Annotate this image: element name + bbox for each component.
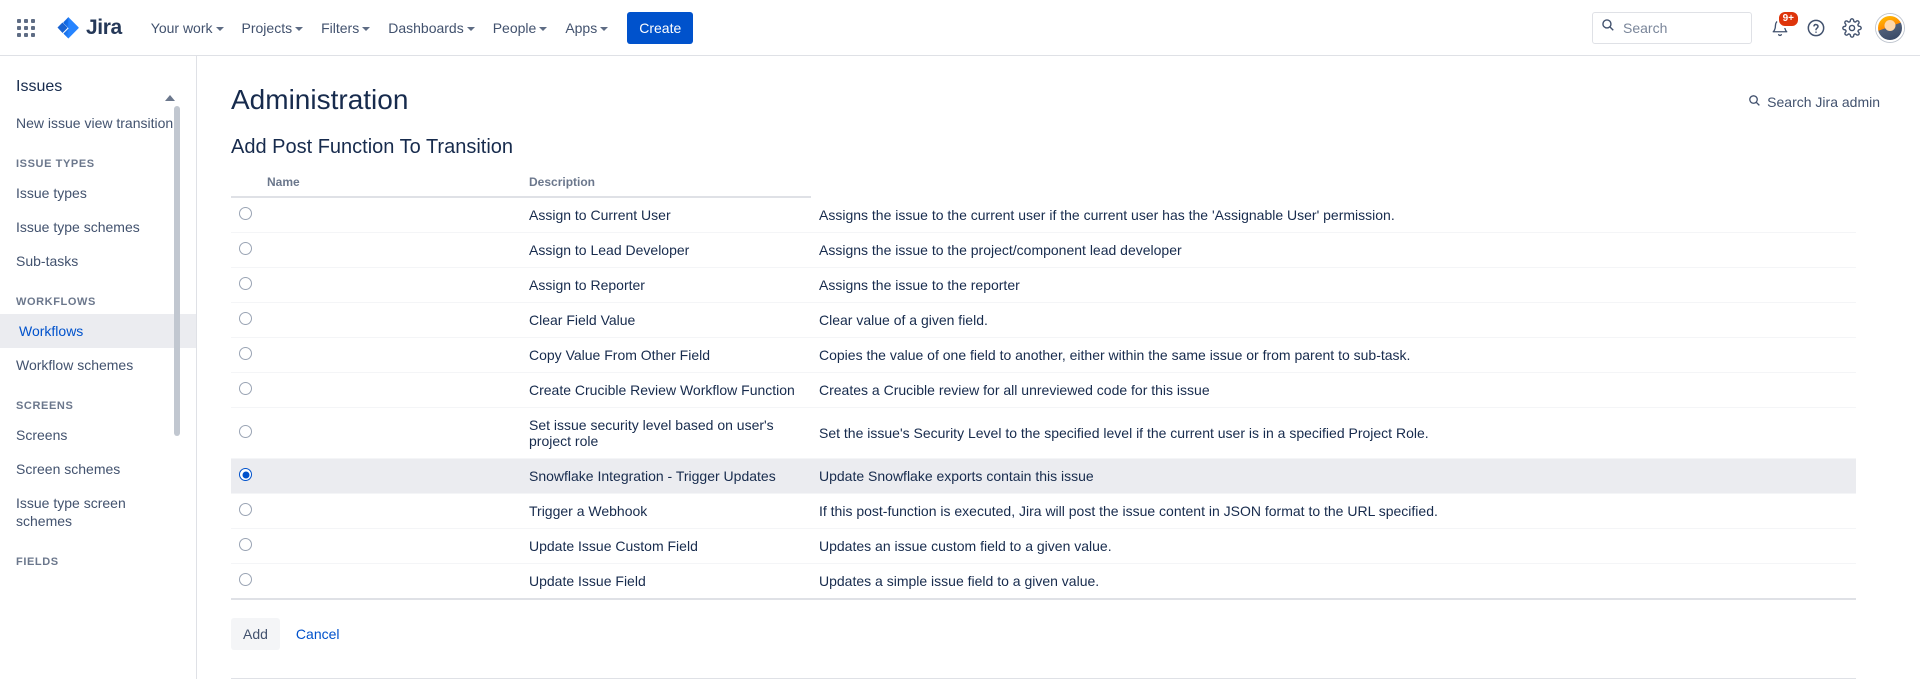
sidebar-heading-issue-types: ISSUE TYPES	[16, 158, 95, 170]
row-name: Snowflake Integration - Trigger Updates	[521, 459, 811, 494]
create-button[interactable]: Create	[627, 12, 693, 44]
row-name: Assign to Reporter	[521, 268, 811, 303]
table-bottom-divider	[231, 598, 1856, 600]
nav-filters-label: Filters	[321, 19, 360, 36]
nav-people[interactable]	[484, 12, 557, 44]
jira-home-link[interactable]	[50, 12, 128, 44]
row-description: Copies the value of one field to another, either within the same issue or from parent to sub-task.	[811, 338, 1856, 373]
nav-projects[interactable]	[233, 12, 313, 44]
page-body	[0, 56, 1920, 679]
column-header-name: Name	[231, 169, 521, 197]
row-description: If this post-function is executed, Jira will post the issue content in JSON format to the URL specified.	[811, 494, 1856, 529]
chevron-down-icon	[295, 27, 303, 31]
notification-badge: 9+	[1777, 10, 1800, 28]
row-radio-cell[interactable]	[231, 564, 521, 599]
row-description: Updates a simple issue field to a given value.	[811, 564, 1856, 599]
admin-sidebar	[0, 56, 197, 679]
sidebar-heading-workflows: WORKFLOWS	[16, 296, 96, 308]
sidebar-item-issue-type-schemes[interactable]: Issue type schemes	[16, 219, 140, 235]
sidebar-heading-fields: FIELDS	[16, 556, 59, 568]
nav-people-label: People	[492, 19, 537, 36]
row-description: Assigns the issue to the project/component lead developer	[811, 233, 1856, 268]
radio-button[interactable]	[239, 207, 252, 220]
sidebar-scrollbar-thumb[interactable]	[174, 106, 180, 436]
row-radio-cell[interactable]	[231, 338, 521, 373]
table-row[interactable]	[231, 197, 1856, 233]
table-row[interactable]	[231, 338, 1856, 373]
table-row[interactable]	[231, 494, 1856, 529]
table-row[interactable]	[231, 564, 1856, 599]
sidebar-scroll-area	[0, 106, 196, 667]
radio-button[interactable]	[239, 382, 252, 395]
row-radio-cell[interactable]	[231, 408, 521, 459]
nav-apps[interactable]	[556, 12, 617, 44]
search-icon	[1601, 18, 1615, 37]
row-description: Updates an issue custom field to a given value.	[811, 529, 1856, 564]
admin-header	[231, 84, 1880, 130]
nav-projects-label: Projects	[241, 19, 293, 36]
chevron-down-icon	[362, 27, 370, 31]
main-content	[197, 56, 1920, 679]
row-radio-cell[interactable]	[231, 233, 521, 268]
search-jira-admin-label: Search Jira admin	[1767, 94, 1880, 110]
nav-dashboards[interactable]	[379, 12, 484, 44]
radio-button[interactable]	[239, 312, 252, 325]
sidebar-heading-screens: SCREENS	[16, 400, 74, 412]
row-radio-cell[interactable]	[231, 303, 521, 338]
radio-button[interactable]	[239, 468, 252, 481]
row-name: Assign to Lead Developer	[521, 233, 811, 268]
radio-button[interactable]	[239, 573, 252, 586]
search-input[interactable]	[1621, 19, 1743, 37]
notifications-button[interactable]	[1764, 12, 1796, 44]
row-description: Clear value of a given field.	[811, 303, 1856, 338]
table-body	[231, 197, 1856, 599]
sidebar-item-workflow-schemes[interactable]: Workflow schemes	[16, 357, 134, 373]
row-name: Clear Field Value	[521, 303, 811, 338]
form-actions	[231, 618, 1880, 650]
search-icon	[1748, 94, 1761, 110]
row-description: Set the issue's Security Level to the specified level if the current user is in a specified Project Role.	[811, 408, 1856, 459]
radio-button[interactable]	[239, 503, 252, 516]
table-row[interactable]	[231, 529, 1856, 564]
radio-button[interactable]	[239, 538, 252, 551]
sidebar-item-screens[interactable]: Screens	[16, 427, 68, 443]
brand-name: Jira	[86, 16, 122, 39]
chevron-down-icon	[216, 27, 224, 31]
section-title: Add Post Function To Transition	[231, 136, 514, 158]
avatar[interactable]	[1876, 14, 1904, 42]
table-row[interactable]	[231, 373, 1856, 408]
chevron-down-icon	[539, 27, 547, 31]
post-function-table	[231, 169, 1856, 599]
row-radio-cell[interactable]	[231, 197, 521, 233]
table-row[interactable]	[231, 233, 1856, 268]
sidebar-item-sub-tasks[interactable]: Sub-tasks	[16, 253, 79, 269]
top-nav-right-cluster	[1592, 12, 1904, 44]
table-row[interactable]	[231, 459, 1856, 494]
cancel-button[interactable]: Cancel	[286, 618, 350, 650]
row-description: Update Snowflake exports contain this issue	[811, 459, 1856, 494]
row-name: Create Crucible Review Workflow Function	[521, 373, 811, 408]
nav-apps-label: Apps	[565, 19, 598, 36]
sidebar-item-issue-types[interactable]: Issue types	[16, 185, 87, 201]
nav-filters[interactable]	[312, 12, 379, 44]
row-name: Update Issue Custom Field	[521, 529, 811, 564]
sidebar-item-workflows[interactable]: Workflows	[0, 314, 196, 348]
row-radio-cell[interactable]	[231, 529, 521, 564]
chevron-down-icon	[467, 27, 475, 31]
app-switcher-button[interactable]	[10, 12, 42, 44]
add-button[interactable]: Add	[231, 618, 280, 650]
sidebar-item-issue-type-screen-schemes[interactable]: Issue type screen schemes	[16, 495, 126, 529]
chevron-down-icon	[600, 27, 608, 31]
settings-button[interactable]	[1836, 12, 1868, 44]
radio-button[interactable]	[239, 347, 252, 360]
nav-your-work-label: Your work	[150, 19, 213, 36]
page-title: Administration	[231, 84, 409, 115]
help-button[interactable]	[1800, 12, 1832, 44]
row-description: Creates a Crucible review for all unreviewed code for this issue	[811, 373, 1856, 408]
table-row[interactable]	[231, 303, 1856, 338]
table-row[interactable]	[231, 268, 1856, 303]
grid-icon	[17, 19, 35, 37]
radio-button[interactable]	[239, 425, 252, 438]
row-name: Set issue security level based on user's project role	[521, 408, 811, 459]
sidebar-item-new-issue-view-transition[interactable]: New issue view transition	[16, 115, 174, 131]
row-radio-cell[interactable]	[231, 373, 521, 408]
radio-button[interactable]	[239, 242, 252, 255]
row-radio-cell[interactable]	[231, 268, 521, 303]
sidebar-scrollbar[interactable]	[182, 106, 188, 667]
row-radio-cell[interactable]	[231, 459, 521, 494]
jira-logo-icon	[56, 16, 80, 40]
row-name: Copy Value From Other Field	[521, 338, 811, 373]
sidebar-title: Issues	[16, 78, 63, 95]
gear-icon	[1842, 18, 1862, 38]
column-header-description: Description	[521, 169, 811, 197]
row-description: Assigns the issue to the current user if the current user has the 'Assignable User' permission.	[811, 197, 1856, 233]
nav-dashboards-label: Dashboards	[388, 19, 464, 36]
nav-your-work[interactable]	[142, 12, 233, 44]
row-radio-cell[interactable]	[231, 494, 521, 529]
sidebar-item-screen-schemes[interactable]: Screen schemes	[16, 461, 121, 477]
scroll-up-arrow-icon[interactable]	[165, 95, 175, 101]
table-row[interactable]	[231, 408, 1856, 459]
global-search[interactable]	[1592, 12, 1752, 44]
help-icon	[1806, 18, 1826, 38]
table-header	[231, 169, 1856, 197]
row-name: Assign to Current User	[521, 197, 811, 233]
row-description: Assigns the issue to the reporter	[811, 268, 1856, 303]
row-name: Update Issue Field	[521, 564, 811, 599]
search-jira-admin-link[interactable]	[1748, 94, 1880, 110]
row-name: Trigger a Webhook	[521, 494, 811, 529]
table-header-row	[231, 169, 1856, 197]
top-navigation-bar	[0, 0, 1920, 56]
radio-button[interactable]	[239, 277, 252, 290]
